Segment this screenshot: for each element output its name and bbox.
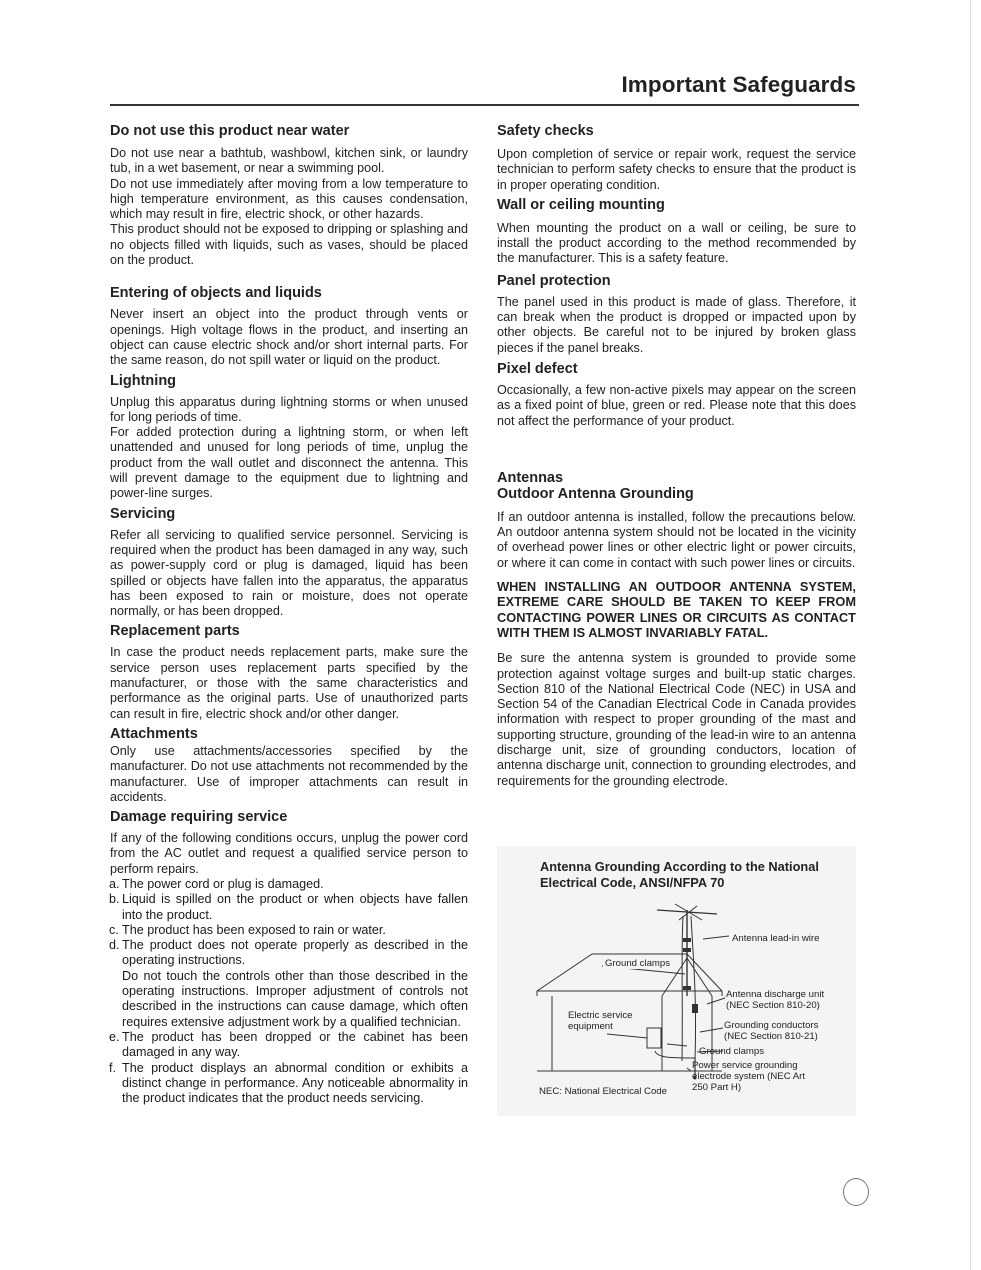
- section-heading: Pixel defect: [497, 360, 578, 377]
- condition-list: [110, 877, 468, 1106]
- section-heading: Entering of objects and liquids: [110, 285, 322, 302]
- list-item-text: Liquid is spilled on the product or when objects have fallen into the product.: [122, 892, 468, 922]
- section-paragraph: If an outdoor antenna is installed, follow the precautions below. An outdoor antenna system should not be located in the vicinity of overhead power lines or other electric light or power circuits, or where it can come in contact with such power lines or circuits.: [497, 509, 856, 570]
- list-item-text: The product has been exposed to rain or water.: [122, 922, 386, 937]
- section-attachments: [110, 725, 468, 805]
- section-heading: Servicing: [110, 505, 176, 522]
- section-heading: Panel protection: [497, 272, 611, 289]
- list-item-extra: Do not touch the controls other than those described in the operating instructions. Improper adjustment of controls not described in the instructions can cause damage, which often requires extensive adjustment work by a qualified technician.: [122, 968, 468, 1029]
- label-ground-clamps-top: Ground clamps: [605, 958, 671, 969]
- section-damage-service: [110, 808, 468, 1106]
- right-column: [497, 122, 856, 789]
- leader-line: [703, 936, 729, 939]
- leader-line: [707, 998, 725, 1004]
- list-item-text: The power cord or plug is damaged.: [122, 876, 324, 891]
- section-servicing: [110, 505, 468, 620]
- page-title: Important Safeguards: [621, 72, 856, 97]
- section-paragraph: Refer all servicing to qualified service personnel. Servicing is required when the product has been damaged in any way, such as power-supply cord or plug is damaged, liquid has been spilled or objects have fallen into the apparatus, the apparatus has been exposed to rain or moisture, does not operate normally, or has been dropped.: [110, 527, 468, 619]
- page-number-circle: [843, 1178, 869, 1206]
- section-heading: Damage requiring service: [110, 809, 288, 826]
- section-heading: Lightning: [110, 372, 177, 389]
- section-paragraph: Upon completion of service or repair work, request the service technician to perform safety checks to ensure that the product is in proper operating condition.: [497, 147, 856, 192]
- section-objects-liquids: [110, 284, 468, 368]
- section-paragraph: If any of the following conditions occurs, unplug the power cord from the AC outlet and request a qualified service person to perform repairs.: [110, 831, 468, 876]
- list-item-text: The product does not operate properly as described in the operating instructions.: [122, 938, 468, 968]
- list-marker: b.: [109, 892, 120, 907]
- section-heading: Safety checks: [497, 123, 594, 139]
- section-heading: Replacement parts: [110, 623, 240, 640]
- section-paragraph: In case the product needs replacement parts, make sure the service person uses replacement parts specified by the manufacturer, or those with the same characteristics and performance as the original parts. Use of unauthorized parts can result in fire, electric shock and/or other danger.: [110, 645, 468, 721]
- label-power-service-grounding: Power service grounding electrode system (NEC Art 250 Part H): [692, 1060, 806, 1093]
- list-item: [110, 938, 468, 1030]
- label-electric-service: Electric service equipment: [568, 1010, 633, 1032]
- section-paragraph: Do not use near a bathtub, washbowl, kitchen sink, or laundry tub, in a wet basement, or near a swimming pool.: [110, 146, 468, 176]
- list-item-text: The product displays an abnormal condition or exhibits a distinct change in performance. Any noticeable abnormality in the product indicates that the product needs servicing.: [122, 1060, 468, 1106]
- section-paragraph: Be sure the antenna system is grounded to provide some protection against voltage surges and built-up static charges. Section 810 of the National Electrical Code (NEC) in USA and Section 54 of the Canadian Electrical Code in Canada provides information with respect to proper grounding of the mast and supporting structure, grounding of the lead-in wire to an antenna discharge unit, size of grounding conductors, location of antenna discharge unit, connection to grounding electrodes, and requirements for the grounding electrode.: [497, 651, 856, 788]
- title-rule: [110, 104, 859, 106]
- section-panel-protection: [497, 272, 856, 356]
- label-ground-clamps-bottom: Ground clamps: [699, 1046, 765, 1057]
- section-paragraph: For added protection during a lightning storm, or when left unattended and unused for long periods of time, unplug the product from the wall outlet and disconnect the antenna. This will prevent damage to the equipment due to lightning and power-line surges.: [110, 425, 468, 501]
- page-edge: [970, 0, 971, 1270]
- list-marker: d.: [109, 938, 120, 953]
- section-paragraph: Do not use immediately after moving from a low temperature to high temperature environment, as this causes condensation, which may result in fire, electric shock, or other hazards.: [110, 176, 468, 222]
- section-subheading: Outdoor Antenna Grounding: [497, 485, 694, 502]
- section-paragraph: Never insert an object into the product through vents or openings. High voltage flows in the product, and inserting an object can cause electric shock and/or short internal parts. For the same reason, do not spill water or liquid on the product.: [110, 307, 468, 368]
- list-item: [110, 892, 468, 923]
- label-grounding-conductors: Grounding conductors (NEC Section 810-21): [724, 1020, 819, 1042]
- warning-paragraph: WHEN INSTALLING AN OUTDOOR ANTENNA SYSTEM, EXTREME CARE SHOULD BE TAKEN TO KEEP FROM CONTACTING POWER LINES OR CIRCUITS AS CONTACT WITH THEM IS ALMOST INVARIABLY FATAL.: [497, 579, 856, 640]
- label-nec: NEC: National Electrical Code: [539, 1086, 667, 1097]
- antenna-grounding-figure: [497, 846, 856, 1116]
- section-paragraph: Only use attachments/accessories specified by the manufacturer. Do not use attachments not recommended by the manufacturer. Use of improper attachments can result in accidents.: [110, 743, 468, 804]
- list-item: [110, 1030, 468, 1061]
- section-heading: Wall or ceiling mounting: [497, 196, 665, 213]
- section-pixel-defect: [497, 360, 856, 429]
- left-column: [110, 122, 468, 1106]
- figure-title: Antenna Grounding According to the National Electrical Code, ANSI/NFPA 70: [540, 859, 819, 890]
- section-heading: Attachments: [110, 725, 198, 742]
- list-item-text: The product has been dropped or the cabinet has been damaged in any way.: [122, 1029, 468, 1060]
- lead-in-wire: [691, 916, 696, 1061]
- label-antenna-lead-in: Antenna lead-in wire: [732, 933, 820, 944]
- section-safety-checks: [497, 122, 856, 193]
- section-antennas: [497, 470, 856, 789]
- list-item: [110, 1061, 468, 1107]
- section-paragraph: The panel used in this product is made of glass. Therefore, it can break when the product is dropped or impacted upon by other objects. Be careful not to be injured by broken glass pieces if the panel breaks.: [497, 294, 856, 355]
- section-paragraph: Occasionally, a few non-active pixels may appear on the screen as a fixed point of blue, green or red. Please note that this does not affect the performance of your product.: [497, 382, 856, 428]
- electric-service-box: [647, 1028, 661, 1048]
- list-item: [110, 923, 468, 938]
- section-replacement-parts: [110, 622, 468, 721]
- list-marker: e.: [109, 1029, 120, 1044]
- list-marker: c.: [109, 922, 119, 937]
- section-heading: Do not use this product near water: [110, 123, 350, 139]
- lead-in-wire-2: [682, 916, 683, 1061]
- section-heading: Antennas: [497, 469, 564, 486]
- label-discharge-unit: Antenna discharge unit (NEC Section 810-20): [726, 989, 825, 1011]
- section-paragraph: This product should not be exposed to dripping or splashing and no objects filled with liquids, such as vases, should be placed on the product.: [110, 222, 468, 268]
- section-near-water: [110, 122, 468, 268]
- list-marker: f.: [109, 1060, 116, 1075]
- section-lightning: [110, 372, 468, 502]
- section-wall-mounting: [497, 196, 856, 267]
- list-item: [110, 877, 468, 892]
- list-marker: a.: [109, 876, 120, 891]
- section-paragraph: When mounting the product on a wall or ceiling, be sure to install the product according to the method recommended by the manufacturer. This is a safety feature.: [497, 220, 856, 266]
- section-paragraph: Unplug this apparatus during lightning storms or when unused for long periods of time.: [110, 394, 468, 424]
- leader-line: [607, 1034, 647, 1038]
